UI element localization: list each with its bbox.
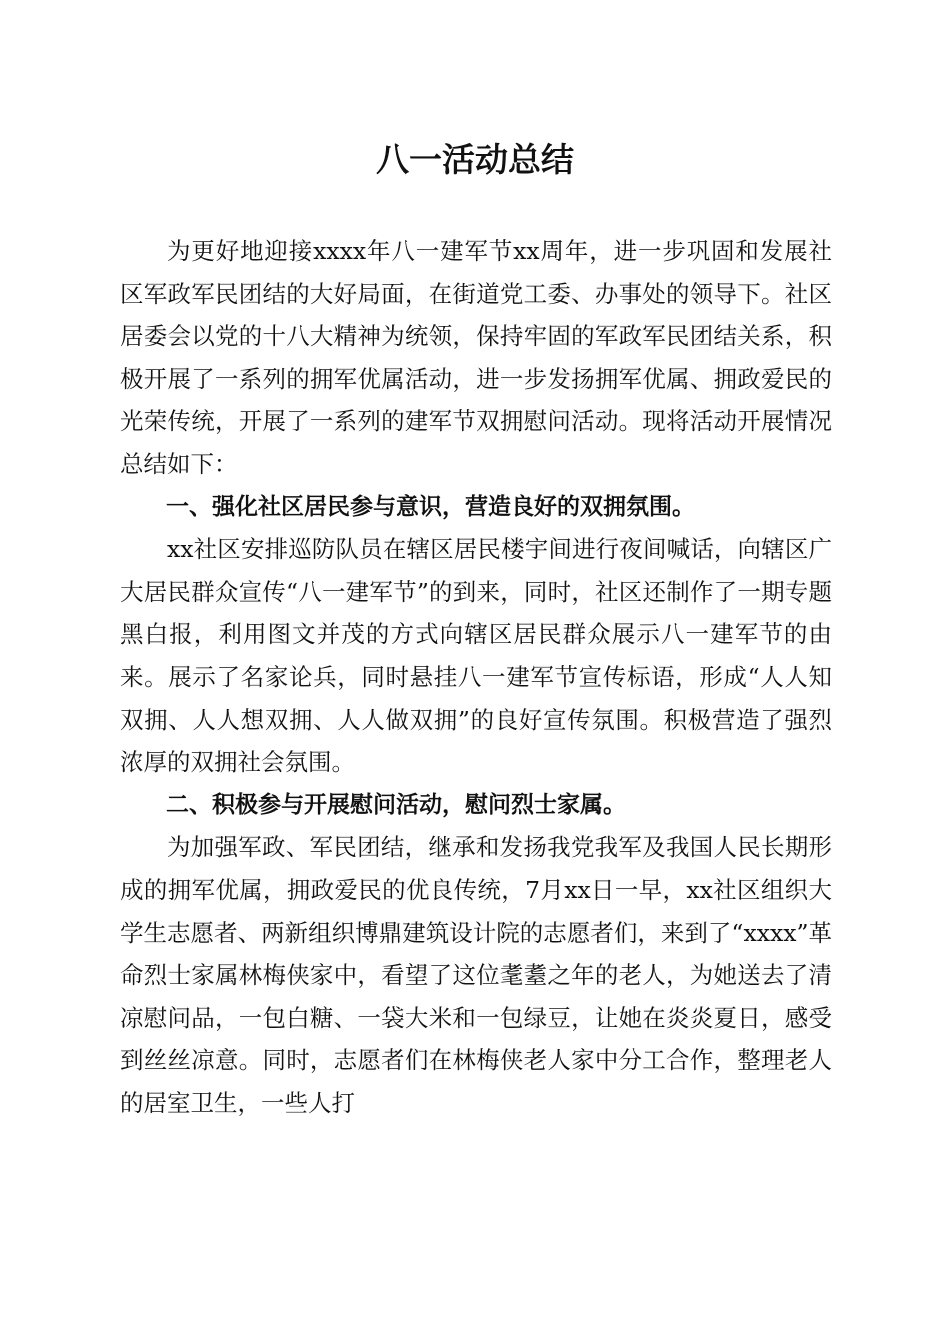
document-title: 八一活动总结	[376, 140, 574, 179]
section-2-paragraph: 为加强军政、军民团结，继承和发扬我党我军及我国人民长期形成的拥军优属，拥政爱民的优良传统，7月xx日一早，xx社区组织大学生志愿者、两新组织博鼎建筑设计院的志愿者们，来到了“xxxx”革命烈士家属林梅侠家中，看望了这位耄耋之年的老人，为她送去了清凉慰问品，一包白糖、一袋大米和一包绿豆，让她在炎炎夏日，感受到丝丝凉意。同时，志愿者们在林梅侠老人家中分工合作，整理老人的居室卫生，一些人打	[120, 833, 832, 1117]
section-2-heading: 二、积极参与开展慰问活动，慰问烈士家属。	[166, 791, 626, 818]
intro-paragraph: 为更好地迎接xxxx年八一建军节xx周年，进一步巩固和发展社区军政军民团结的大好局面，在街道党工委、办事处的领导下。社区居委会以党的十八大精神为统领，保持牢固的军政军民团结关系，积极开展了一系列的拥军优属活动，进一步发扬拥军优属、拥政爱民的光荣传统，开展了一系列的建军节双拥慰问活动。现将活动开展情况总结如下：	[120, 237, 832, 478]
section-1-heading: 一、强化社区居民参与意识，营造良好的双拥氛围。	[166, 493, 695, 520]
document-body	[120, 230, 832, 1124]
section-1-paragraph: xx社区安排巡防队员在辖区居民楼宇间进行夜间喊话，向辖区广大居民群众宣传“八一建军节”的到来，同时，社区还制作了一期专题黑白报，利用图文并茂的方式向辖区居民群众展示八一建军节的由来。展示了名家论兵，同时悬挂八一建军节宣传标语，形成“人人知双拥、人人想双拥、人人做双拥”的良好宣传氛围。积极营造了强烈浓厚的双拥社会氛围。	[120, 535, 832, 777]
